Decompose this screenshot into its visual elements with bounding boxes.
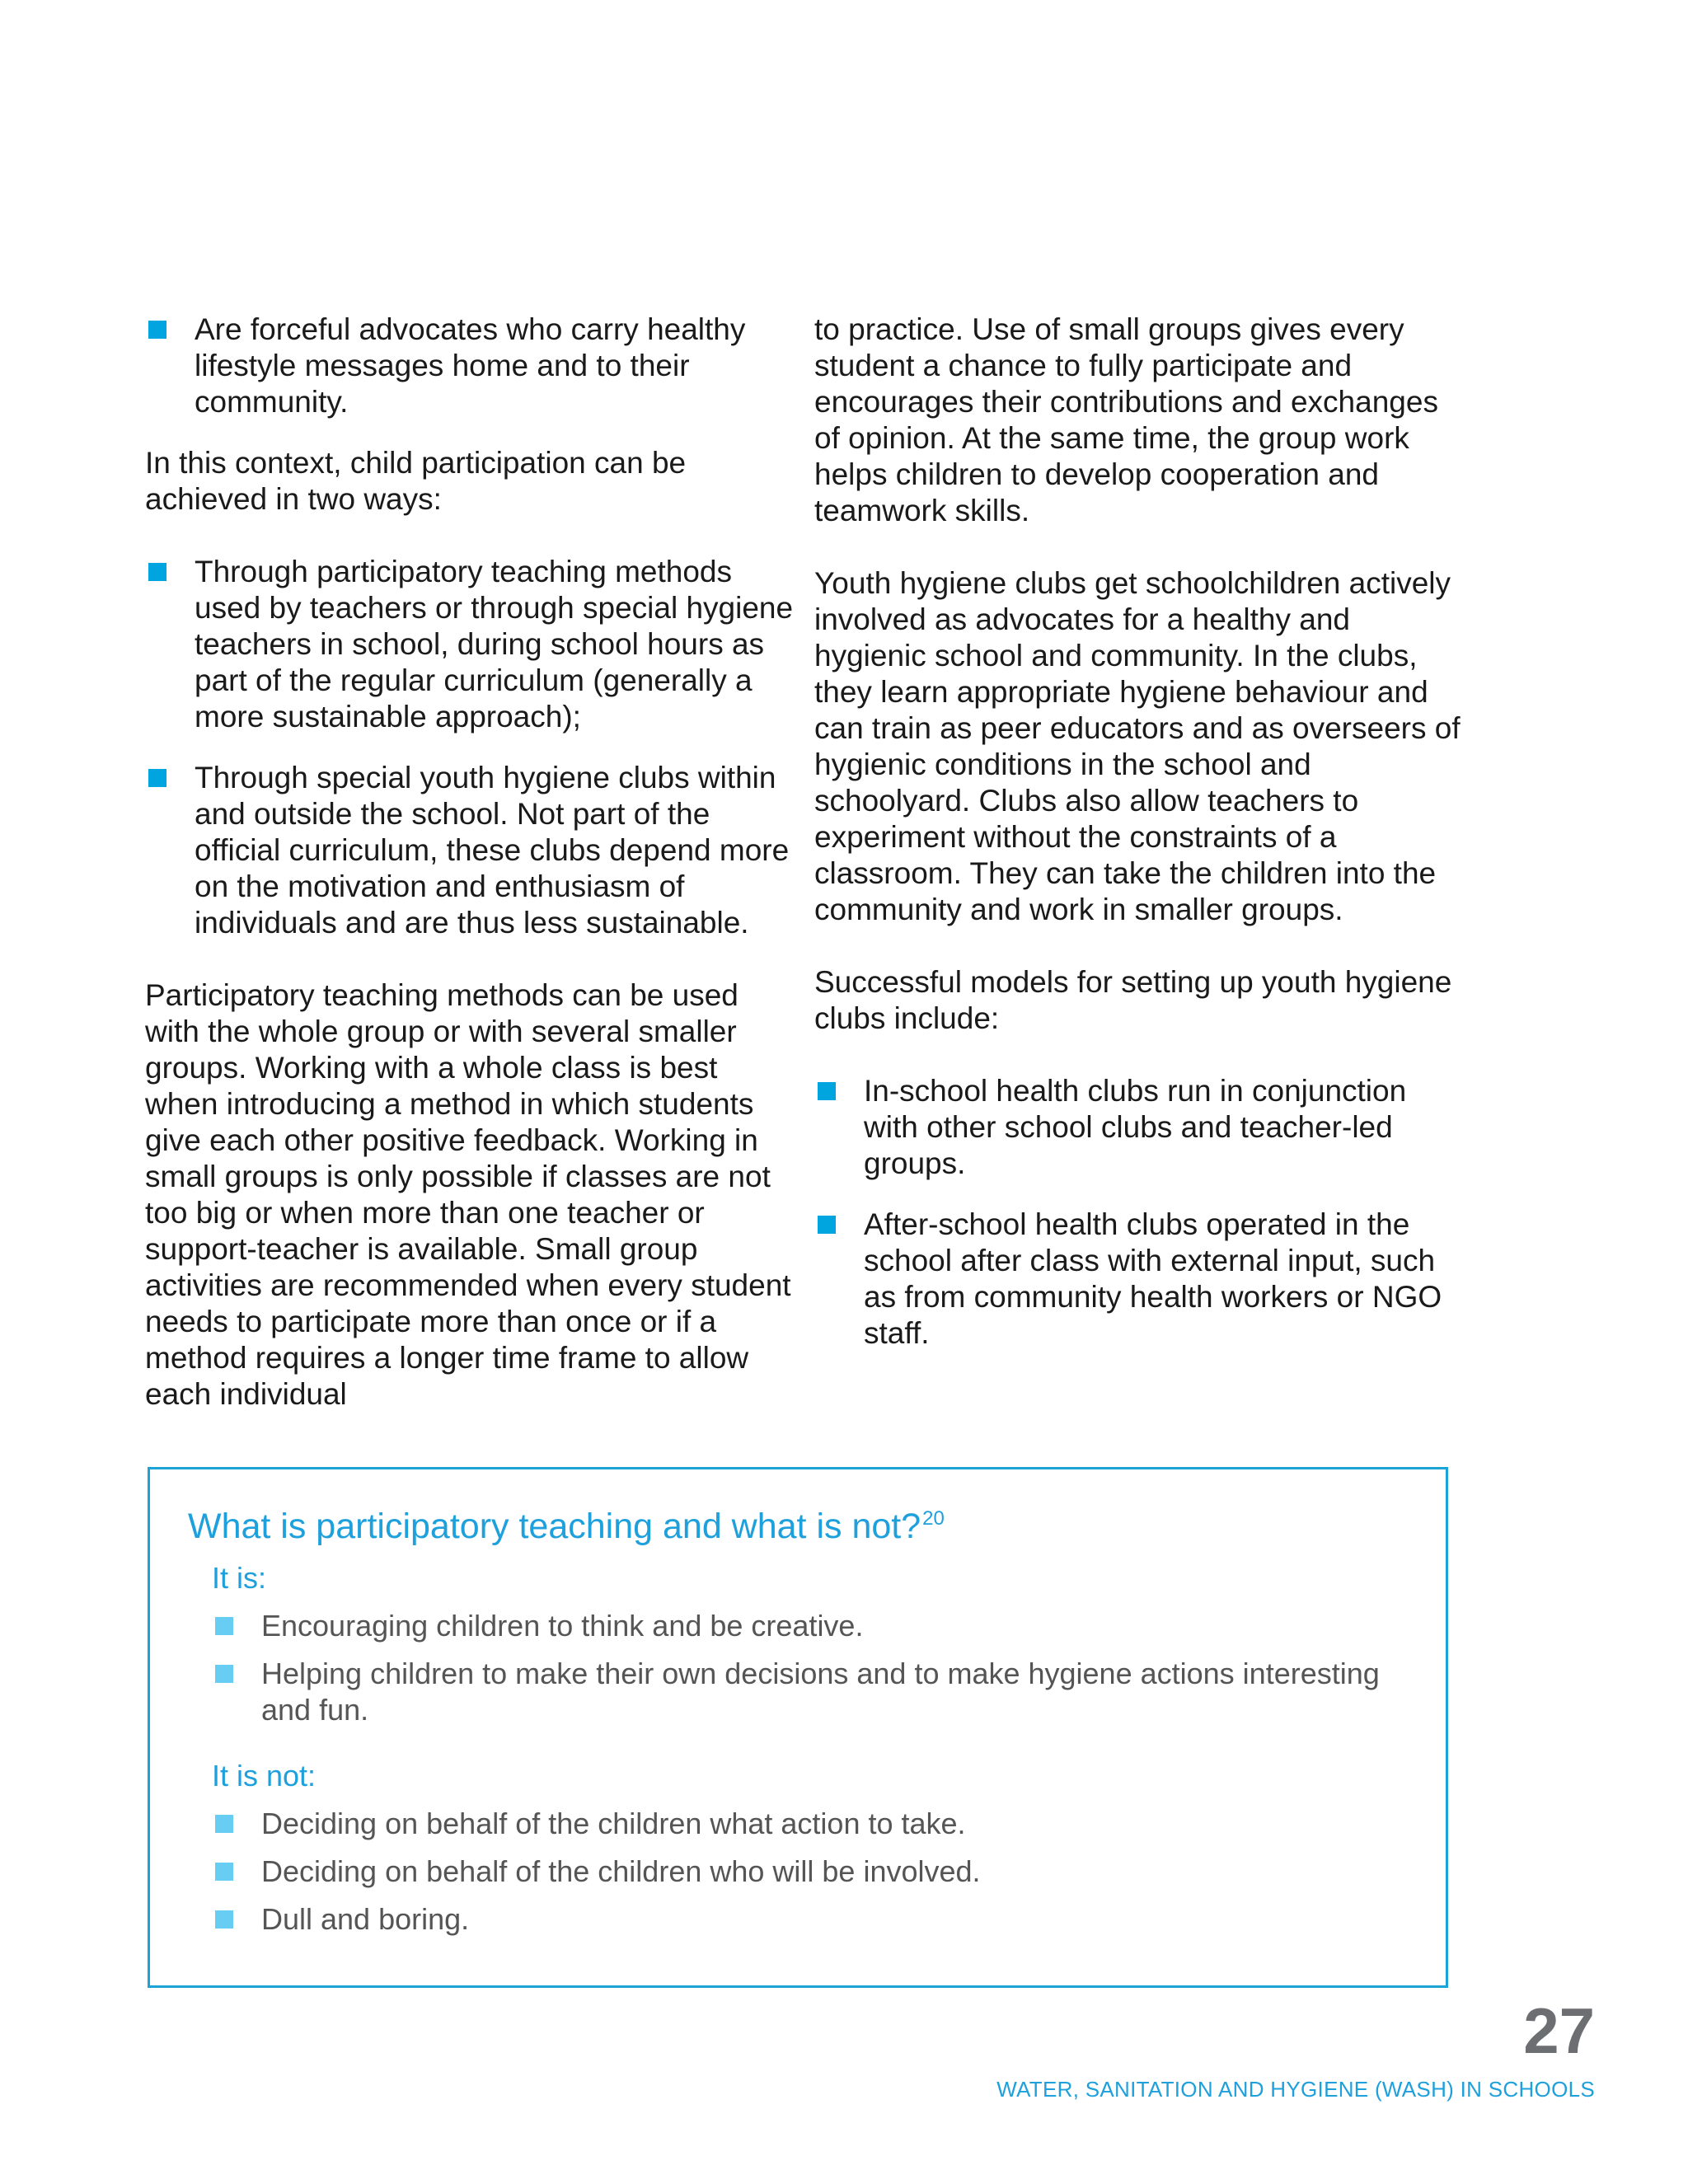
bullet-text: After-school health clubs operated in the school after class with external input, such as from community health workers or NGO staff. — [864, 1207, 1442, 1350]
bullet-text: Through special youth hygiene clubs within and outside the school. Not part of the official curriculum, these clubs depend more on the motivation and enthusiasm of individuals and are thus less sustainable. — [195, 761, 790, 940]
callout-title-text: What is participatory teaching and what is not? — [188, 1507, 921, 1546]
methods-paragraph: Participatory teaching methods can be used with the whole group or with several smaller groups. Working with a whole class is best when introducing a method in which students give each other positive feedback. Working in small groups is only possible if classes are not too big or when more than one teacher or support-teacher is available. Small group activities are recommended when every student needs to participate more than once or if a method requires a longer time frame to allow each individual — [145, 978, 791, 1411]
square-bullet-icon — [818, 1216, 836, 1234]
list-item-text: Deciding on behalf of the children what action to take. — [261, 1807, 966, 1840]
square-bullet-icon — [148, 563, 166, 581]
page-number: 27 — [1523, 1994, 1595, 2067]
is-not-heading: It is not: — [212, 1759, 316, 1793]
clubs-paragraph: Youth hygiene clubs get schoolchildren actively involved as advocates for a healthy and hygienic school and community. In the clubs, they learn appropriate hygiene behaviour and can train as peer educators and as overseers of hygienic conditions in the school and schoolyard. Clubs also allow teachers to experiment without the constraints of a classroom. They can take the children into the community and work in smaller groups. — [814, 566, 1461, 926]
footnote-reference: 20 — [922, 1507, 945, 1530]
callout-box — [148, 1467, 1448, 1988]
square-bullet-icon — [215, 1863, 233, 1881]
square-bullet-icon — [215, 1910, 233, 1929]
bullet-text: Through participatory teaching methods used by teachers or through special hygiene teachers in school, during school hours as part of the regular curriculum (generally a more sustainable approach); — [195, 555, 794, 733]
left-column — [145, 312, 796, 1413]
list-item-text: Helping children to make their own decisions and to make hygiene actions interesting and fun. — [261, 1657, 1380, 1727]
list-item — [212, 1608, 1407, 1644]
bullet-item — [145, 760, 796, 941]
list-item — [212, 1806, 1407, 1842]
bullet-text: In-school health clubs run in conjunction with other school clubs and teacher-led groups. — [864, 1074, 1407, 1180]
square-bullet-icon — [215, 1815, 233, 1833]
bullet-item — [145, 312, 796, 420]
square-bullet-icon — [148, 769, 166, 787]
list-item-text: Dull and boring. — [261, 1902, 470, 1936]
bullet-item — [814, 1073, 1465, 1182]
right-column — [814, 312, 1465, 1376]
callout-title — [188, 1507, 945, 1547]
list-item — [212, 1901, 1407, 1938]
square-bullet-icon — [818, 1082, 836, 1100]
bullet-item — [814, 1207, 1465, 1352]
models-intro: Successful models for setting up youth hygiene clubs include: — [814, 965, 1452, 1035]
square-bullet-icon — [215, 1617, 233, 1635]
list-item — [212, 1656, 1407, 1728]
bullet-item — [145, 554, 796, 735]
square-bullet-icon — [215, 1665, 233, 1683]
list-item-text: Encouraging children to think and be creative. — [261, 1609, 864, 1643]
ways-list — [145, 554, 796, 941]
continuation-paragraph: to practice. Use of small groups gives every student a chance to fully participate and encourages their contributions and exchanges of opinion. At the same time, the group work helps children to develop cooperation and teamwork skills. — [814, 312, 1438, 527]
list-item — [212, 1854, 1407, 1890]
square-bullet-icon — [148, 321, 166, 339]
bullet-text: Are forceful advocates who carry healthy lifestyle messages home and to their community. — [195, 312, 746, 419]
context-paragraph: In this context, child participation can be achieved in two ways: — [145, 446, 687, 516]
list-item-text: Deciding on behalf of the children who will be involved. — [261, 1854, 981, 1888]
is-heading: It is: — [212, 1561, 267, 1595]
callout-content — [212, 1560, 1407, 1949]
running-footer: WATER, SANITATION AND HYGIENE (WASH) IN SCHOOLS — [996, 2077, 1595, 2102]
